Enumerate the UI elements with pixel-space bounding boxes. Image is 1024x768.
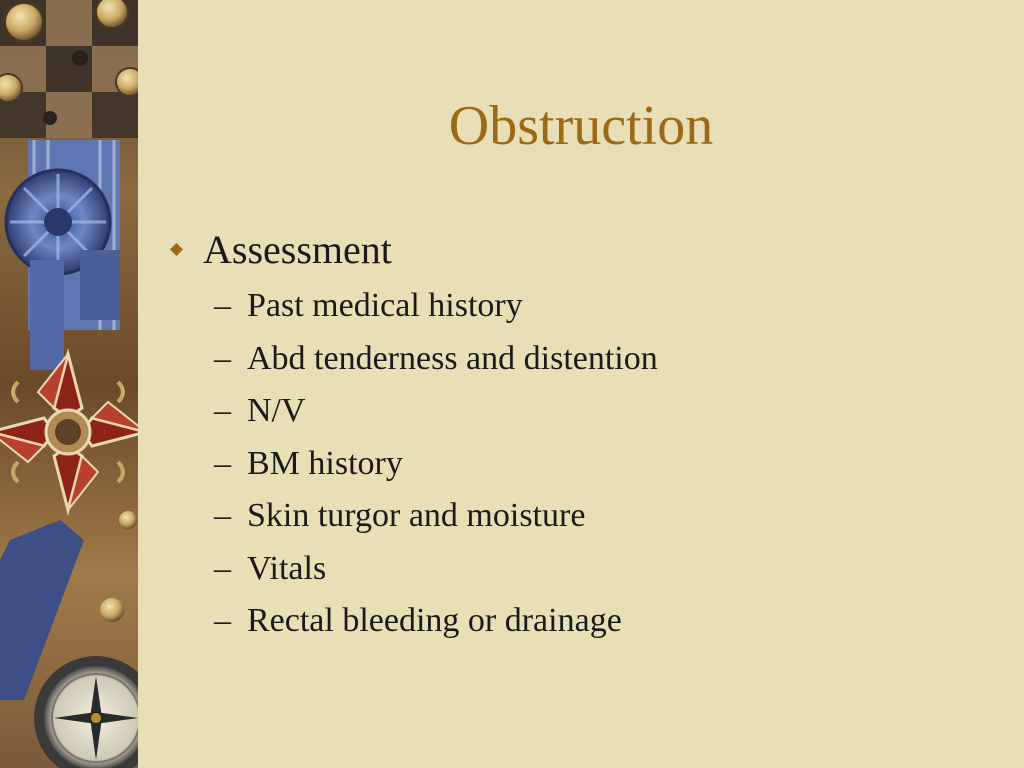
sub-bullet-item <box>170 490 990 543</box>
dash-marker: – <box>214 287 231 324</box>
decorative-side-image <box>0 0 138 768</box>
sub-bullet-text: Abd tenderness and distention <box>247 339 658 377</box>
sub-bullet-text: Rectal bleeding or drainage <box>247 602 622 639</box>
bullet-list <box>170 226 990 648</box>
slide-title: Obstruction <box>448 95 714 157</box>
dash-marker: – <box>214 339 231 377</box>
diamond-bullet-icon <box>170 243 183 256</box>
sub-bullet-item <box>170 280 990 333</box>
dash-marker: – <box>214 444 231 482</box>
bullet-text: Assessment <box>203 227 392 272</box>
bullet-item-assessment <box>170 226 990 280</box>
sub-bullet-item <box>170 595 990 648</box>
sub-bullet-item <box>170 543 990 596</box>
sub-bullet-item <box>170 333 990 386</box>
sub-bullet-item <box>170 438 990 491</box>
sub-bullet-item <box>170 385 990 438</box>
sub-bullet-text: Skin turgor and moisture <box>247 497 586 534</box>
sub-bullet-text: Vitals <box>247 549 327 587</box>
sub-bullet-text: N/V <box>247 392 306 429</box>
sub-bullet-text: Past medical history <box>247 287 523 324</box>
sub-bullet-list <box>170 280 990 648</box>
dash-marker: – <box>214 497 231 534</box>
sub-bullet-text: BM history <box>247 444 403 482</box>
dash-marker: – <box>214 549 231 587</box>
dash-marker: – <box>214 602 231 639</box>
dash-marker: – <box>214 392 231 429</box>
